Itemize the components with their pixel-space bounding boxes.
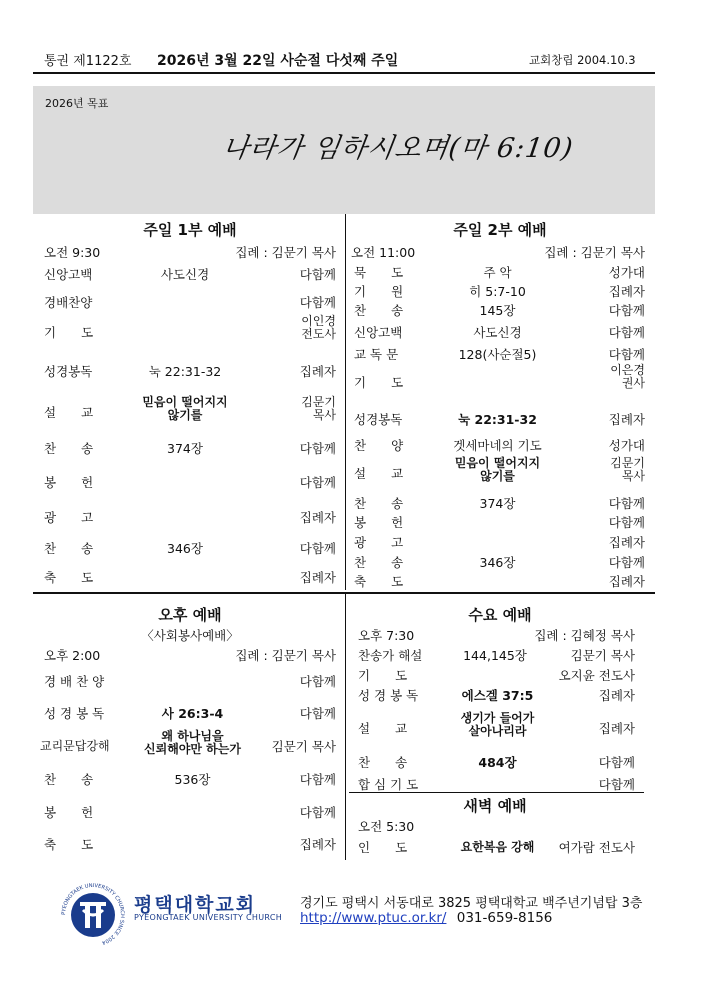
sunday1-content: 사도신경: [160, 267, 210, 282]
goal-motto: 나라가 임하시오며(마 6:10): [220, 133, 576, 164]
sunday1-content: 374장: [167, 441, 203, 456]
volume-number: 통권 제1122호: [44, 54, 132, 69]
sunday1-leader: 집례 : 김문기 목사: [235, 245, 336, 260]
sunday2-item: 교 독 문: [354, 347, 399, 362]
sunday2-content: 사도신경: [473, 325, 522, 340]
sunday2-leader: 집례 : 김문기 목사: [544, 245, 645, 260]
sunday1-person: 다함께: [299, 267, 336, 282]
header-divider: [33, 72, 655, 74]
sunday1-person: 다함께: [299, 541, 336, 556]
sunday1-item: 축 도: [44, 570, 94, 585]
sunday2-item: 찬 송: [354, 555, 404, 570]
sunday2-person: 다함께: [608, 325, 645, 340]
sunday1-item: 찬 송: [44, 441, 94, 456]
sunday2-item: 찬 송: [354, 303, 404, 318]
center-divider-top: [345, 214, 346, 590]
sunday2-item: 성경봉독: [354, 412, 403, 427]
sunday1-person: 다함께: [299, 295, 336, 310]
sunday1-item: 기 도: [44, 325, 94, 340]
afternoon-content: 536장: [174, 772, 211, 787]
sunday1-person: 집례자: [299, 510, 336, 525]
afternoon-person: 집례자: [299, 837, 336, 852]
sunday1-item: 신앙고백: [44, 267, 93, 282]
afternoon-person: 김문기 목사: [271, 739, 336, 754]
bulletin-date: 2026년 3월 22일 사순절 다섯째 주일: [157, 53, 399, 69]
church-website-link[interactable]: http://www.ptuc.or.kr/: [300, 910, 447, 926]
svg-text:PYEONGTAEK UNIVERSITY CHURCH S: PYEONGTAEK UNIVERSITY CHURCH SINCE 2004: [60, 882, 126, 946]
sunday1-item: 경배찬양: [44, 295, 93, 310]
sunday2-person: 집례자: [608, 535, 645, 550]
wednesday-person: 김문기 목사: [570, 648, 635, 663]
sunday1-item: 광 고: [44, 510, 94, 525]
sunday2-person: 집례자: [608, 412, 645, 427]
sunday2-person: 집례자: [608, 284, 645, 299]
goal-label: 2026년 목표: [45, 97, 109, 110]
sunday2-item: 기 도: [354, 375, 404, 390]
dawn-content: 요한복음 강해: [460, 840, 535, 854]
sunday2-content: 주 악: [483, 265, 512, 280]
sunday2-item: 신앙고백: [354, 325, 403, 340]
sunday2-person: 성가대: [608, 265, 645, 280]
sunday2-person: 성가대: [608, 438, 645, 453]
sunday1-content: 346장: [167, 541, 203, 556]
sunday2-item: 찬 양: [354, 438, 404, 453]
dawn-item: 인 도: [358, 840, 408, 855]
wednesday-person: 오지윤 전도사: [558, 668, 635, 683]
sunday2-item: 찬 송: [354, 496, 404, 511]
sunday2-item: 봉 헌: [354, 515, 404, 530]
wednesday-person: 다함께: [598, 755, 635, 770]
sunday1-person: 다함께: [299, 441, 336, 456]
sunday2-content: 145장: [479, 303, 516, 318]
wednesday-item: 기 도: [358, 668, 408, 683]
afternoon-item: 찬 송: [44, 772, 94, 787]
sunday1-content: 눅 22:31-32: [148, 364, 222, 379]
sunday2-content: 374장: [479, 496, 516, 511]
wednesday-item: 찬 송: [358, 755, 408, 770]
sunday1-item: 찬 송: [44, 541, 94, 556]
afternoon-subtitle: 〈사회봉사예배〉: [141, 628, 239, 643]
annual-goal-banner: [33, 86, 655, 214]
afternoon-item: 축 도: [44, 837, 94, 852]
middle-divider: [33, 592, 655, 594]
sunday2-person: 다함께: [608, 496, 645, 511]
wednesday-item: 합 심 기 도: [358, 777, 419, 792]
sunday2-person: 이은경 권사: [610, 363, 645, 390]
wednesday-person: 다함께: [598, 777, 635, 792]
contact-line: [300, 910, 552, 926]
wednesday-person: 집례자: [598, 721, 635, 736]
wednesday-item: 찬송가 해설: [358, 648, 423, 663]
afternoon-item: 교리문답강해: [40, 739, 110, 753]
sunday1-item: 성경봉독: [44, 364, 93, 379]
sunday1-person: 김문기 목사: [301, 395, 336, 422]
sunday2-item: 기 원: [354, 284, 404, 299]
wednesday-content: 484장: [478, 755, 517, 770]
afternoon-leader: 집례 : 김문기 목사: [235, 648, 336, 663]
sunday1-item: 설 교: [44, 405, 94, 420]
afternoon-item: 성 경 봉 독: [44, 706, 105, 721]
wednesday-person: 집례자: [598, 688, 635, 703]
sunday1-title: 주일 1부 예배: [143, 221, 237, 239]
dawn-title: 새벽 예배: [463, 797, 527, 815]
sunday2-person: 다함께: [608, 555, 645, 570]
afternoon-title: 오후 예배: [158, 606, 222, 624]
dawn-time: 오전 5:30: [358, 819, 415, 834]
wednesday-item: 설 교: [358, 721, 408, 736]
sunday2-time: 오전 11:00: [351, 245, 416, 260]
afternoon-person: 다함께: [299, 706, 336, 721]
afternoon-item: 경 배 찬 양: [44, 674, 105, 689]
sunday2-content: 겟세마네의 기도: [453, 438, 542, 453]
wednesday-time: 오후 7:30: [358, 628, 415, 643]
sunday1-sermon-title: 믿음이 떨어지지 않기를: [142, 395, 228, 422]
afternoon-time: 오후 2:00: [44, 648, 101, 663]
sunday2-person: 김문기 목사: [610, 456, 645, 483]
sunday2-item: 설 교: [354, 466, 404, 481]
church-name-english: PYEONGTAEK UNIVERSITY CHURCH: [134, 913, 283, 922]
center-divider-bottom: [345, 594, 346, 860]
afternoon-person: 다함께: [299, 674, 336, 689]
sunday2-item: 묵 도: [354, 265, 404, 280]
wednesday-title: 수요 예배: [468, 606, 532, 624]
wednesday-item: 성 경 봉 독: [358, 688, 419, 703]
sunday2-content: 346장: [479, 555, 516, 570]
sunday2-title: 주일 2부 예배: [453, 221, 547, 239]
afternoon-person: 다함께: [299, 805, 336, 820]
afternoon-content: 사 26:3-4: [161, 706, 224, 721]
afternoon-person: 다함께: [299, 772, 336, 787]
sunday2-content: 히 5:7-10: [469, 284, 526, 299]
wednesday-content: 에스겔 37:5: [461, 688, 534, 703]
sunday2-content: 눅 22:31-32: [458, 412, 537, 427]
sunday2-item: 광 고: [354, 535, 404, 550]
sunday2-content: 128(사순절5): [458, 347, 537, 362]
sunday1-item: 봉 헌: [44, 475, 94, 490]
sunday1-person: 집례자: [299, 570, 336, 585]
sunday2-item: 축 도: [354, 574, 404, 589]
sunday2-person: 다함께: [608, 515, 645, 530]
sunday1-person: 집례자: [299, 364, 336, 379]
sunday2-person: 다함께: [608, 303, 645, 318]
sunday2-person: 집례자: [608, 574, 645, 589]
sunday1-person: 이인경 전도사: [301, 314, 336, 341]
church-seal-logo: [58, 880, 128, 950]
church-address: 경기도 평택시 서동대로 3825 평택대학교 백주년기념탑 3층: [300, 896, 643, 911]
dawn-person: 여가람 전도사: [558, 840, 635, 855]
sunday1-person: 다함께: [299, 475, 336, 490]
sunday2-sermon-title: 믿음이 떨어지지 않기를: [454, 456, 541, 483]
afternoon-catechism-title: 왜 하나님을 신뢰해야만 하는가: [144, 729, 241, 756]
afternoon-item: 봉 헌: [44, 805, 94, 820]
wednesday-leader: 집례 : 김혜정 목사: [534, 628, 635, 643]
wednesday-sermon-title: 생기가 들어가 살아나리라: [460, 711, 535, 738]
founding-date: 교회창립 2004.10.3: [529, 53, 636, 67]
sunday1-time: 오전 9:30: [44, 245, 101, 260]
church-name: 평택대학교회: [134, 894, 257, 916]
wednesday-content: 144,145장: [463, 648, 527, 663]
church-phone: 031-659-8156: [456, 910, 553, 926]
sunday2-person: 다함께: [608, 347, 645, 362]
